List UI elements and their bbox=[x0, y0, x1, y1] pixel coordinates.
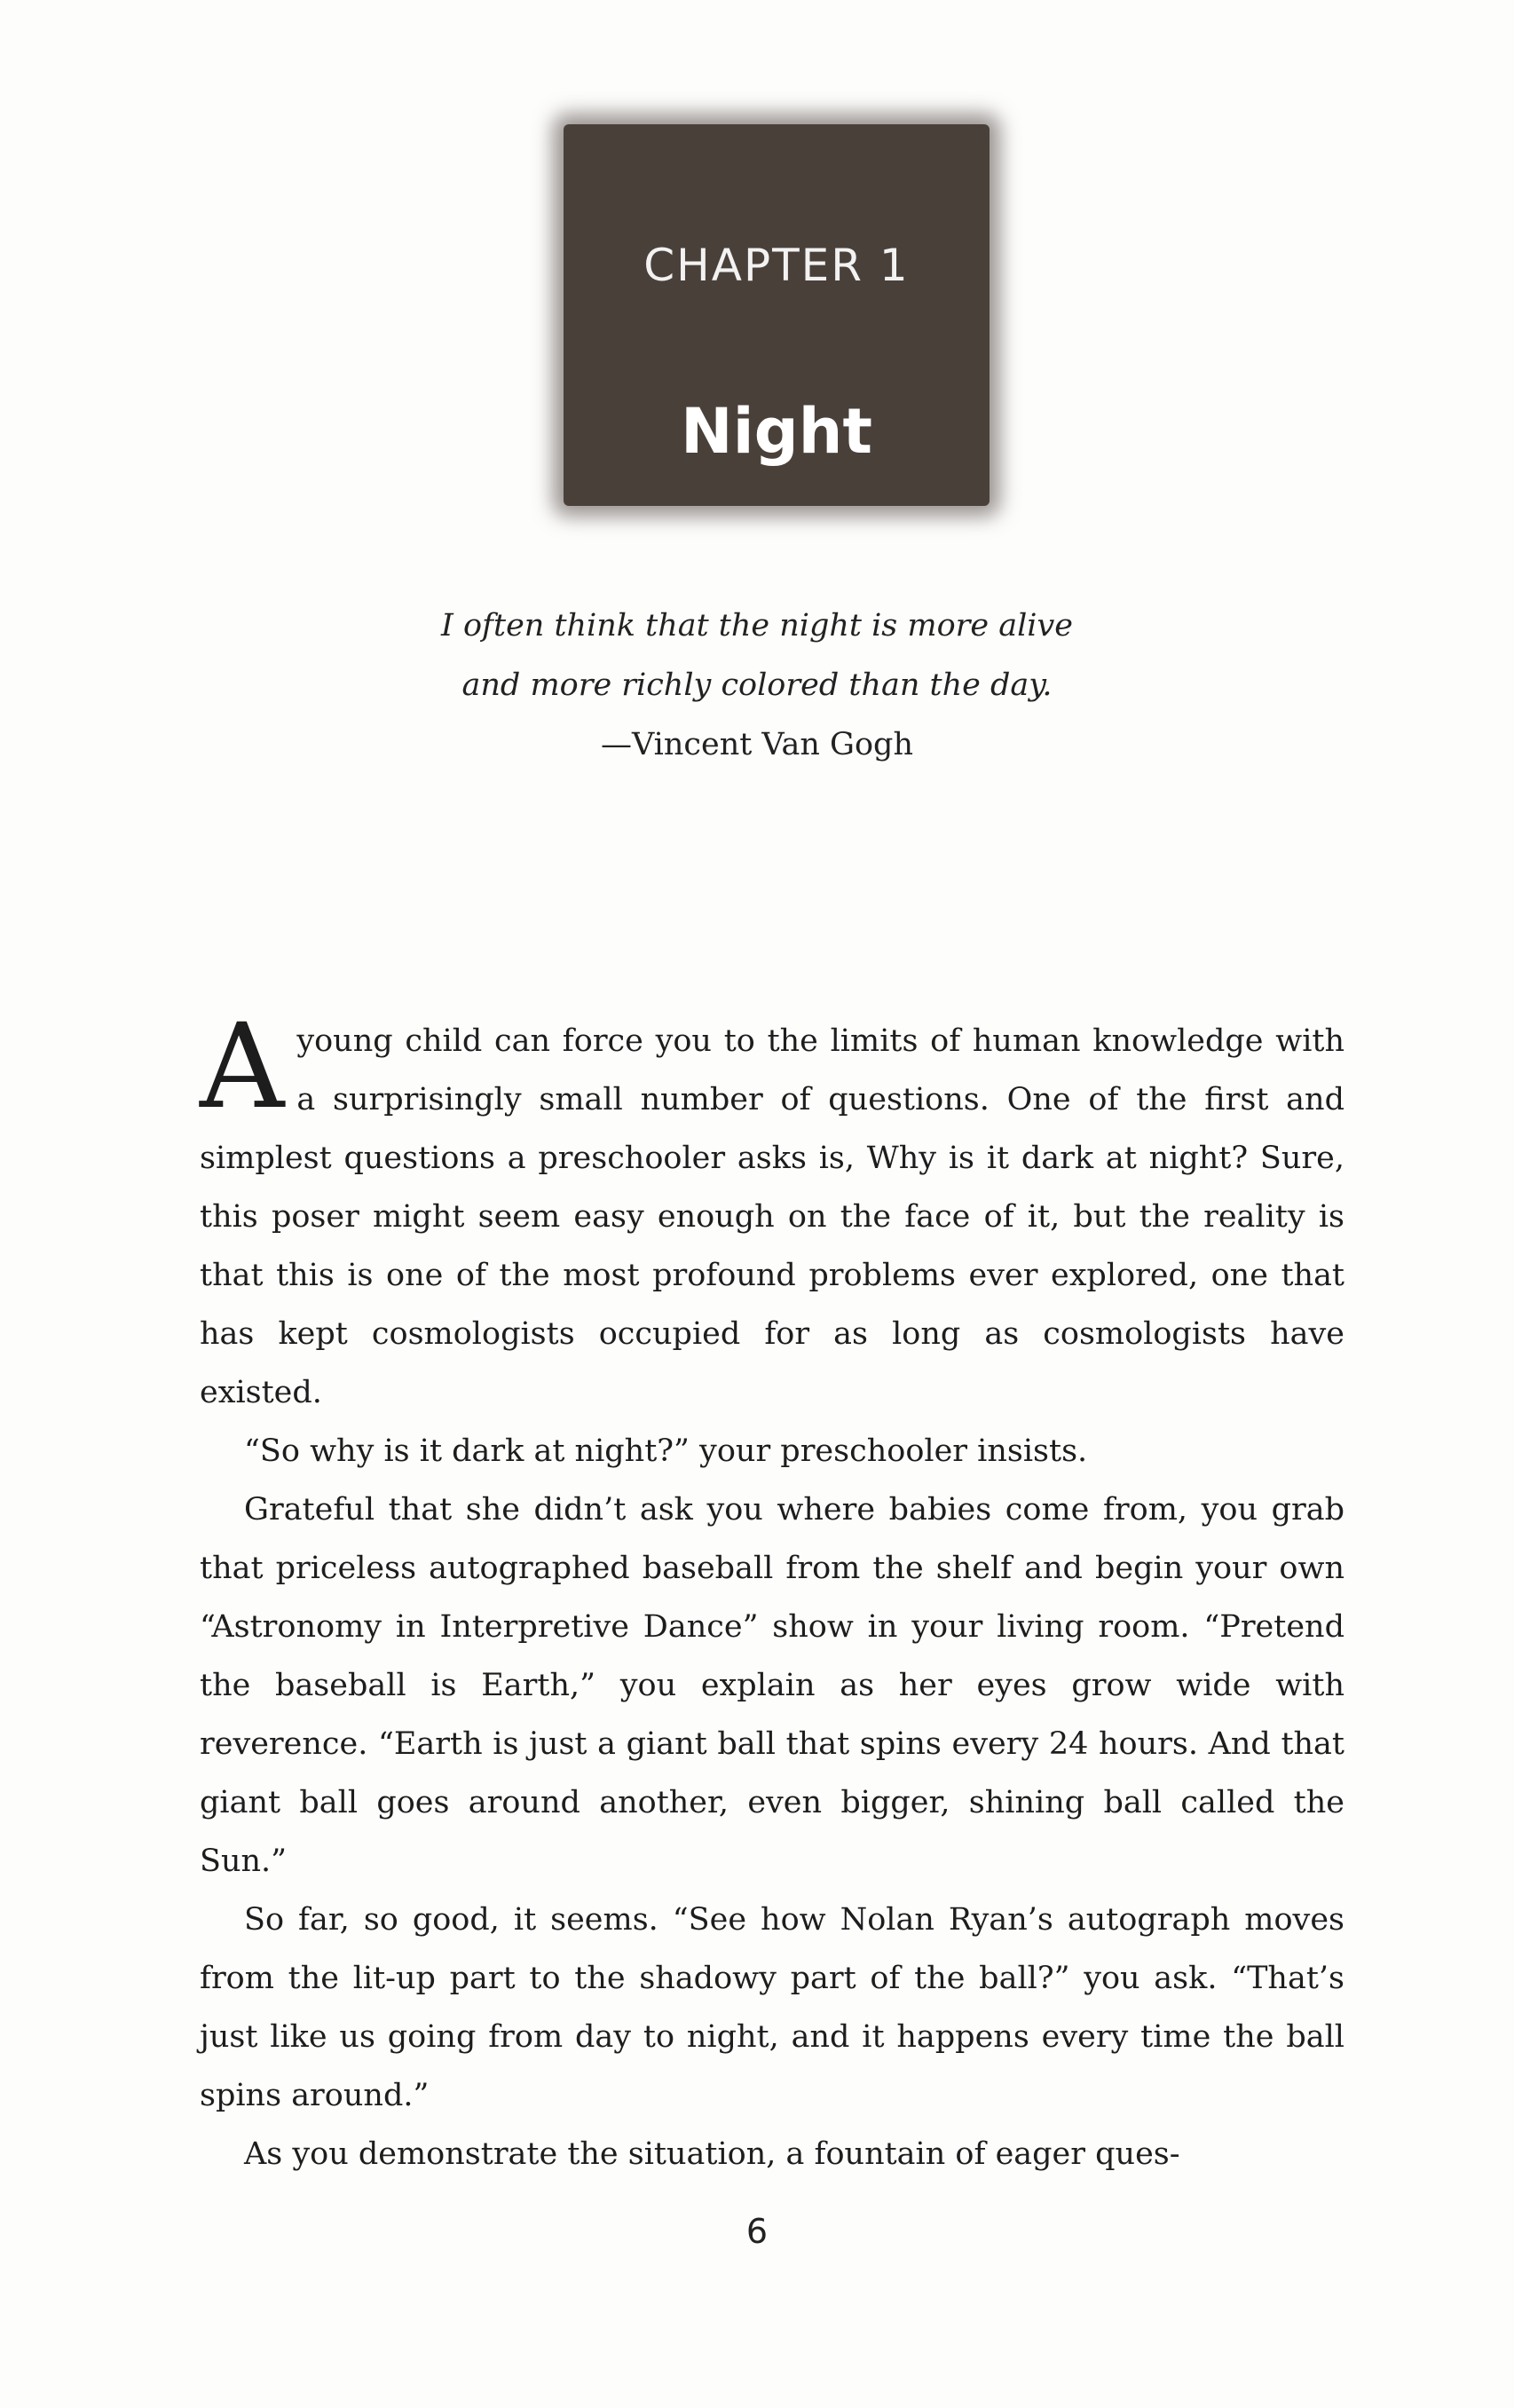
drop-cap: A bbox=[200, 999, 285, 1135]
paragraph: As you demonstrate the situation, a fountain of eager ques- bbox=[244, 2136, 1180, 2172]
chapter-body bbox=[200, 999, 1344, 2183]
chapter-heading-box bbox=[564, 124, 990, 506]
paragraph bbox=[200, 999, 1344, 1422]
epigraph-attribution: —Vincent Van Gogh bbox=[600, 727, 914, 762]
epigraph bbox=[266, 596, 1248, 775]
paragraph: “So why is it dark at night?” your preschooler insists. bbox=[244, 1433, 1088, 1469]
chapter-title: Night bbox=[681, 395, 872, 468]
paragraph: Grateful that she didn’t ask you where babies come from, you grab that priceless autographed baseball from the shelf and begin your own “Astronomy in Interpretive Dance” show in your living room. “Pretend the baseball is Earth,” you explain as her eyes grow wide with reverence. “Earth is just a giant ball that spins every 24 hours. And that giant ball goes around another, even bigger, shining ball called the Sun.” bbox=[200, 1492, 1344, 1879]
epigraph-line: I often think that the night is more alive bbox=[441, 608, 1073, 643]
paragraph-text: young child can force you to the limits of human knowledge with a surprisingly small number of questions. One of the first and simplest questions a preschooler asks is, Why is it dark at night? Sure, this poser might seem easy enough on the face of it, but the reality is that this is one of the most profound problems ever explored, one that has kept cosmologists occupied for as long as cosmologists have existed. bbox=[200, 1023, 1344, 1410]
page-number: 6 bbox=[745, 2212, 769, 2251]
chapter-label: CHAPTER 1 bbox=[643, 240, 910, 291]
paragraph: So far, so good, it seems. “See how Nolan Ryan’s autograph moves from the lit-up part to the shadowy part of the ball?” you ask. “That’s just like us going from day to night, and it happens every time the ball spins around.” bbox=[200, 1902, 1344, 2113]
epigraph-line: and more richly colored than the day. bbox=[461, 667, 1053, 703]
